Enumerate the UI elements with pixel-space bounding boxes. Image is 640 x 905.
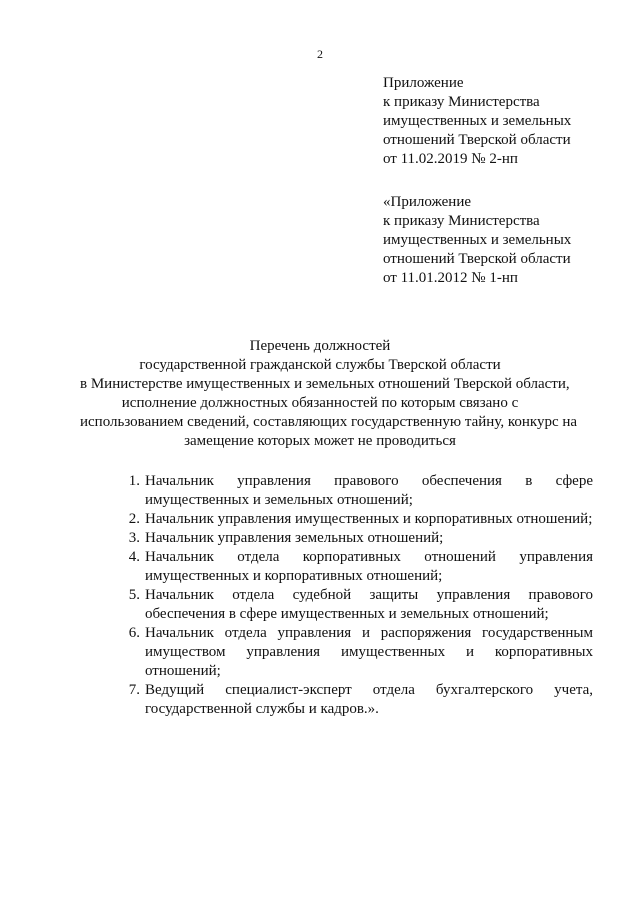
list-item-line: имуществом управления имущественных и корпоративных — [145, 644, 593, 660]
list-item — [118, 624, 593, 681]
document-title — [80, 337, 578, 451]
list-item-number: 5. — [128, 587, 140, 603]
list-item — [118, 586, 593, 624]
list-item-text — [145, 586, 593, 624]
list-item-number: 7. — [128, 682, 140, 698]
approval-line: «Приложение — [383, 194, 472, 210]
list-item-text — [145, 624, 593, 681]
title-line: использованием сведений, составляющих государственную тайну, конкурс на — [80, 414, 578, 430]
list-item-line: Начальник управления земельных отношений; — [145, 530, 444, 546]
list-item-line: имущественных и земельных отношений; — [145, 492, 413, 508]
list-item-line: Ведущий специалист-эксперт отдела бухгалтерского учета, — [145, 682, 593, 698]
list-item-line: Начальник управления правового обеспечения в сфере — [145, 473, 593, 489]
list-item — [118, 529, 593, 548]
list-item — [118, 548, 593, 586]
list-item — [118, 510, 593, 529]
approval-line: имущественных и земельных — [383, 113, 572, 129]
list-item-number: 1. — [128, 473, 140, 489]
title-line: исполнение должностных обязанностей по которым связано с — [121, 395, 519, 411]
approval-block-original — [383, 193, 623, 288]
list-item-number: 6. — [128, 625, 140, 641]
list-item-text — [145, 529, 593, 548]
list-item — [118, 681, 593, 719]
title-line: в Министерстве имущественных и земельных отношений Тверской области, — [80, 376, 570, 392]
approval-line: Приложение — [383, 75, 464, 91]
approval-block-current — [383, 74, 623, 169]
list-item-line: отношений; — [145, 663, 221, 679]
approval-line: от 11.01.2012 № 1-нп — [383, 270, 518, 286]
list-item-text — [145, 510, 593, 529]
approval-line: отношений Тверской области — [383, 251, 571, 267]
approval-line: отношений Тверской области — [383, 132, 571, 148]
list-item-line: Начальник отдела корпоративных отношений управления — [145, 549, 593, 565]
list-item-number: 3. — [128, 530, 140, 546]
list-item-number: 4. — [128, 549, 140, 565]
list-item-line: Начальник отдела управления и распоряжения государственным — [145, 625, 593, 641]
title-line: замещение которых может не проводиться — [184, 433, 456, 449]
list-item-line: Начальник отдела судебной защиты управления правового — [145, 587, 593, 603]
positions-list — [118, 472, 593, 719]
list-item-text — [145, 472, 593, 510]
list-item-line: Начальник управления имущественных и корпоративных отношений; — [145, 511, 593, 527]
approval-line: к приказу Министерства — [383, 213, 540, 229]
list-item-line: государственной службы и кадров.». — [145, 701, 379, 717]
list-item — [118, 472, 593, 510]
title-line: государственной гражданской службы Тверской области — [139, 357, 501, 373]
approval-line: от 11.02.2019 № 2-нп — [383, 151, 518, 167]
approval-line: имущественных и земельных — [383, 232, 572, 248]
list-item-text — [145, 548, 593, 586]
approval-line: к приказу Министерства — [383, 94, 540, 110]
page-number: 2 — [317, 47, 323, 61]
list-item-line: обеспечения в сфере имущественных и земельных отношений; — [145, 606, 549, 622]
list-item-number: 2. — [128, 511, 140, 527]
list-item-line: имущественных и корпоративных отношений; — [145, 568, 443, 584]
title-line: Перечень должностей — [249, 338, 391, 354]
list-item-text — [145, 681, 593, 719]
